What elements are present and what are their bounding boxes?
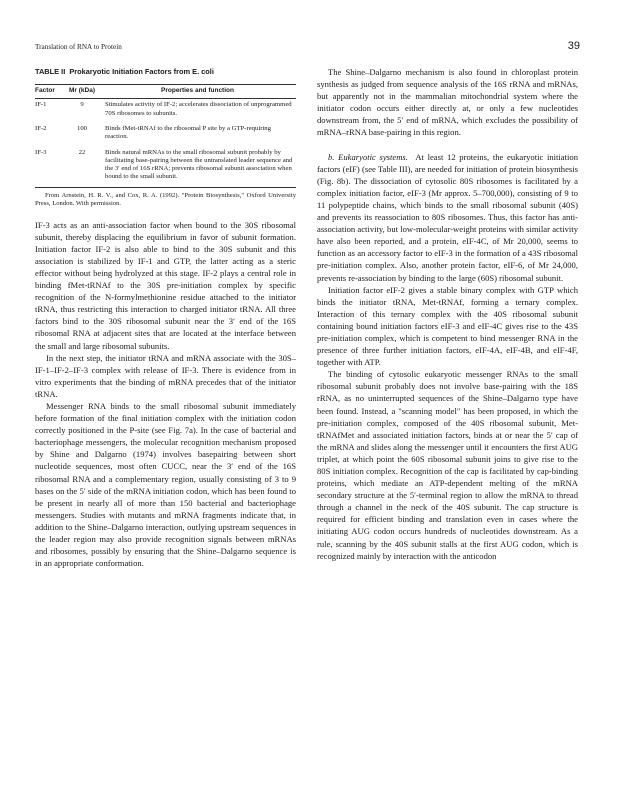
table-row <box>35 123 296 147</box>
table-row <box>35 147 296 187</box>
table-title: Prokaryotic Initiation Factors from E. coli <box>69 67 214 76</box>
col-header-mass: Mr (kDa) <box>68 87 95 95</box>
cell-mass: 9 <box>80 101 84 109</box>
right-column <box>317 66 578 562</box>
table-caption <box>35 66 296 78</box>
col-header-properties: Properties and function <box>161 87 234 95</box>
section-heading: b. Eukaryotic systems. <box>328 151 408 162</box>
cell-factor: IF-1 <box>35 101 47 109</box>
cell-mass: 22 <box>78 148 86 156</box>
cell-factor: IF-3 <box>35 148 47 156</box>
paragraph: In the next step, the initiator tRNA and mRNA associate with the 30S–IF-1–IF-2–IF-3 complex with release of IF-3. There is evidence from in vitro experiments that the binding of mRNA precedes that of the initiator tRNA. <box>35 352 296 399</box>
col-header-factor: Factor <box>35 87 55 95</box>
cell-factor: IF-2 <box>35 124 47 132</box>
left-column <box>35 66 296 569</box>
section-paragraph <box>317 151 578 284</box>
initiation-factors-table <box>35 85 296 187</box>
paragraph: Messenger RNA binds to the small ribosomal subunit immediately before formation of the final initiation complex with the initiation codon correctly positioned in the P-site (see Fig. 7a). In the case of bacterial and bacteriophage messengers, the molecular recognition mechanism proposed by Shine and Dalgarno (1974) involves basepairing between short nucleotide sequences, most often CUCC, near the 3′ end of the 16S ribosomal RNA and a complementary region, usually consisting of 3 to 9 bases on the 5′ side of the mRNA initiation codon, which has been found to be present in nearly all of more than 150 bacterial and bacteriophage messengers. Studies with mutants and mRNA fragments indicate that, in addition to the Shine–Dalgarno interaction, outlying upstream sequences in the leader region may also provide recognition signals between mRNAs and ribosomes, possibly by ensuring that the Shine–Dalgarno sequence is in an appropriate conformation. <box>35 400 296 569</box>
paragraph: The binding of cytosolic eukaryotic messenger RNAs to the small ribosomal subunit probably does not involve base-pairing with the 18S rRNA, as no uninterrupted sequences of the Shine–Dalgarno type have been found. Instead, a "scanning model" has been proposed, in which the pre-initiation complex, composed of the 40S ribosomal subunit, Met-tRNAfMet and associated initiation factors, binds at or near the 5′ cap of the mRNA and slides along the messenger until it encounters the first AUG triplet, at which point the 60S ribosomal subunit joins to give rise to the 80S initiation complex. Recognition of the cap is facilitated by cap-binding proteins, which mediate an ATP-dependent melting of the mRNA secondary structure at the 5′-terminal region to allow the mRNA to thread through a channel in the neck of the 40S subunit. The cap structure is required for efficient binding and translation even in cases where the initiating AUG codon occurs hundreds of nucleotides downstream. As a rule, scanning by the 40S subunit stalls at the first AUG codon, which is recognized mainly by interaction with the anticodon <box>317 369 578 561</box>
paragraph: Initiation factor eIF-2 gives a stable binary complex with GTP which binds the initiator tRNA, Met-tRNAf, forming a ternary complex. Interaction of this ternary complex with the 40S ribosomal subunit containing bound initiation factors eIF-3 and eIF-4C gives rise to the 43S pre-initiation complex, which is competent to bind messenger RNA in the presence of three further initiation factors, eIF-4A, eIF-4B, and eIF-4F, together with ATP. <box>317 284 578 368</box>
paragraph: IF-3 acts as an anti-association factor when bound to the 30S ribosomal subunit, thereby displacing the equilibrium in favor of subunit formation. Initiation factor IF-2 is also able to bind to the 30S subunit and this association is stabilized by IF-1 and GTP, the latter acting as a steric effector without being hydrolyzed at this stage. IF-2 plays a central role in binding fMet-tRNAf to the 30S pre-initiation complex by specific recognition of the N-formylmethionine residue attached to the initiator tRNA, thus restricting this interaction to charged initiator tRNA. All three factors bind to the 30S ribosomal subunit near the 3′ end of the 16S ribosomal RNA at adjacent sites that are located at the interface between the small and large ribosomal subunits. <box>35 219 296 351</box>
section-spacer <box>317 139 578 151</box>
cell-properties: Binds natural mRNAs to the small ribosomal subunit probably by facilitating base-pairing between the untranslated leader sequence and the 3′ end of 16S rRNA; prevents ribosomal subunit association when bound to the small subunit. <box>105 148 293 181</box>
cell-properties: Stimulates activity of IF-2; accelerates dissociation of unprogrammed 70S ribosomes to subunits. <box>105 101 292 117</box>
left-body-text <box>35 219 296 570</box>
cell-properties: Binds fMet-tRNAf to the ribosomal P site by a GTP-requiring reaction. <box>105 124 271 141</box>
table-footnote-text: From Arnstein, H. R. V., and Cox, R. A. (1992). "Protein Biosynthesis," Oxford University Press, London. With permission. <box>35 191 296 208</box>
paragraph-text: At least 12 proteins, the eukaryotic initiation factors (eIF) (see Table III), are needed for initiation of protein biosynthesis (Fig. 8b). The dissociation of cytosolic 80S ribosomes is facilitated by a complex initiation factor, eIF-3 (Mr approx. 5–700,000), consisting of 9 to 11 polypeptide chains, which binds to the small ribosomal subunit (40S) and prevents its reassociation to 80S ribosomes. Thus, this factor has anti-association activity, but low-molecular-weight proteins with similar activity have also been reported, and a protein, eIF-4C, of Mr 20,000, seems to function as an accessory factor to eIF-3 in the formation of a 43S ribosomal pre-initiation complex. Also, another protein factor, eIF-6, of Mr 24,000, prevents re-association by binding to the large (60S) ribosomal subunit. <box>317 151 578 283</box>
table-label: TABLE II <box>35 67 66 76</box>
paragraph: The Shine–Dalgarno mechanism is also found in chloroplast protein synthesis as judged from sequence analysis of the 16S rRNA and mRNAs, but apparently not in the mammalian mitochondrial system where the initiator codon occurs either directly at, or only a few nucleotides downstream from, the 5′ end of mRNA, which excludes the possibility of mRNA–rRNA base-pairing in this region. <box>317 67 578 138</box>
table-row <box>35 99 296 123</box>
page-number: 39 <box>567 40 580 52</box>
table-footnote <box>35 187 296 209</box>
running-head: Translation of RNA to Protein <box>35 43 122 51</box>
cell-mass: 100 <box>76 124 88 132</box>
